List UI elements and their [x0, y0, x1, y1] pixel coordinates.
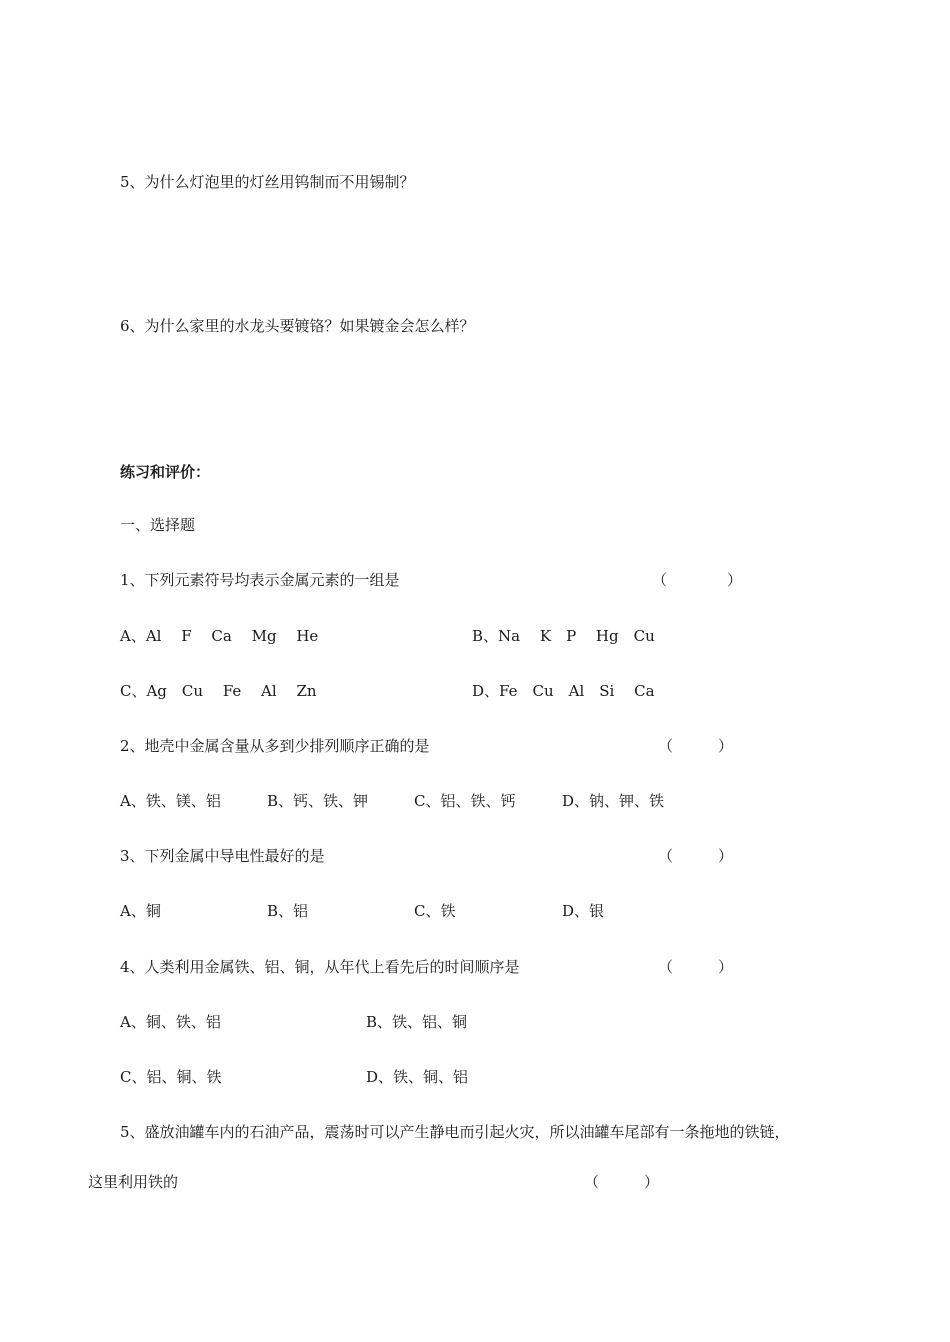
- option-a: A、铁、镁、铝: [120, 792, 221, 810]
- option-c: C、铝、铁、钙: [414, 792, 516, 810]
- answer-blank: （ ）: [658, 847, 734, 865]
- answer-blank: （ ）: [652, 571, 743, 589]
- mcq-2-stem: [0, 735, 950, 757]
- question-text: 这里利用铁的: [88, 1173, 179, 1191]
- option-b: B、Na K P Hg Cu: [472, 627, 655, 645]
- answer-blank: （ ）: [658, 958, 734, 976]
- mcq-4-options-row1: [0, 1011, 950, 1033]
- section-heading: [0, 461, 950, 483]
- option-b: B、铝: [267, 902, 309, 920]
- part-title: 一、选择题: [120, 516, 196, 534]
- option-c: C、Ag Cu Fe Al Zn: [120, 682, 317, 700]
- question-text: 5、为什么灯泡里的灯丝用钨制而不用锡制？: [120, 173, 415, 191]
- option-b: B、铁、铝、铜: [366, 1013, 468, 1031]
- mcq-4-stem: [0, 956, 950, 978]
- option-c: C、铁: [414, 902, 456, 920]
- mcq-4-options-row2: [0, 1066, 950, 1088]
- option-a: A、铜、铁、铝: [120, 1013, 221, 1031]
- option-c: C、铝、铜、铁: [120, 1068, 222, 1086]
- option-a: A、铜: [120, 902, 161, 920]
- option-d: D、铁、铜、铝: [366, 1068, 469, 1086]
- mcq-1-options-row2: [0, 680, 950, 702]
- mcq-5-stem-line2: [0, 1171, 950, 1193]
- option-d: D、银: [562, 902, 605, 920]
- question-text: 6、为什么家里的水龙头要镀铬？如果镀金会怎么样？: [120, 317, 475, 335]
- mcq-3-stem: [0, 845, 950, 867]
- part-heading: [0, 514, 950, 536]
- mcq-5-stem-line1: [0, 1121, 950, 1143]
- option-a: A、Al F Ca Mg He: [120, 627, 319, 645]
- answer-blank: （ ）: [584, 1173, 660, 1191]
- question-text: 4、人类利用金属铁、铝、铜，从年代上看先后的时间顺序是: [120, 958, 520, 976]
- mcq-3-options: [0, 900, 950, 922]
- question-text: 2、地壳中金属含量从多到少排列顺序正确的是: [120, 737, 430, 755]
- question-6-open: [0, 315, 950, 337]
- option-d: D、Fe Cu Al Si Ca: [472, 682, 655, 700]
- mcq-1-stem: [0, 569, 950, 591]
- question-text: 1、下列元素符号均表示金属元素的一组是: [120, 571, 400, 589]
- section-title: 练习和评价：: [120, 463, 211, 481]
- question-text: 3、下列金属中导电性最好的是: [120, 847, 325, 865]
- mcq-2-options: [0, 790, 950, 812]
- option-b: B、钙、铁、钾: [267, 792, 369, 810]
- option-d: D、钠、钾、铁: [562, 792, 665, 810]
- question-5-open: [0, 171, 950, 193]
- mcq-1-options-row1: [0, 625, 950, 647]
- question-text: 5、盛放油罐车内的石油产品，震荡时可以产生静电而引起火灾，所以油罐车尾部有一条拖地的铁链，: [120, 1123, 790, 1141]
- answer-blank: （ ）: [658, 737, 734, 755]
